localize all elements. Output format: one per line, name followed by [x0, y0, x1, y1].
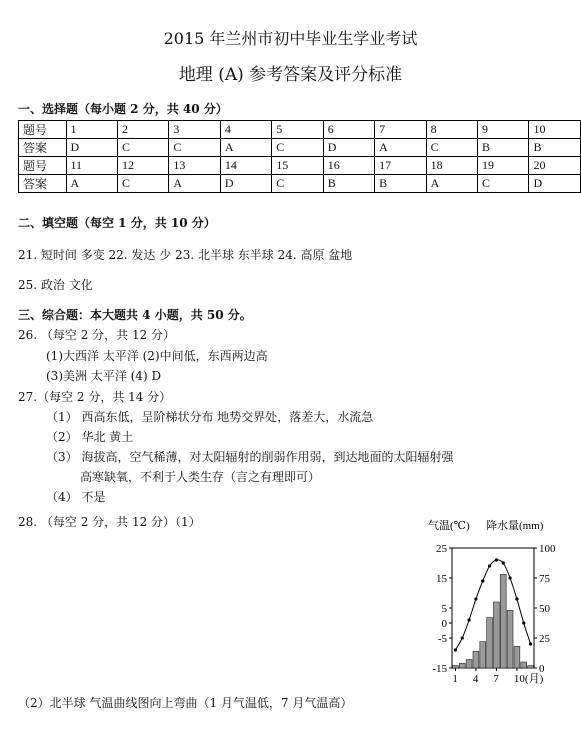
- precipitation-bar: [487, 618, 493, 668]
- q21-24-answers: 21. 短时间 多变 22. 发达 少 23. 北半球 东半球 24. 高原 盆地: [18, 248, 353, 262]
- temperature-point: [502, 561, 505, 564]
- x-tick-label: 4: [472, 673, 479, 685]
- climate-chart-svg: [424, 515, 574, 695]
- table-cell: 8: [426, 121, 477, 139]
- left-tick-label: 0: [441, 618, 447, 630]
- table-row: [19, 121, 581, 139]
- table-cell: 9: [478, 121, 529, 139]
- table-cell: D: [529, 175, 581, 193]
- precipitation-bars: [453, 574, 534, 668]
- x-tick-label: 1: [452, 673, 458, 685]
- q28-line2: （2）北半球 气温曲线图向上弯曲（1 月气温低，7 月气温高）: [18, 696, 353, 710]
- table-cell: 20: [529, 157, 581, 175]
- q28-heading: 28. （每空 2 分，共 12 分）（1）: [18, 515, 201, 529]
- table-cell: 14: [220, 157, 271, 175]
- x-tick-label: 10(月): [513, 673, 544, 685]
- table-cell: 17: [375, 157, 426, 175]
- q27-line2: （2） 华北 黄土: [46, 430, 134, 444]
- temperature-point: [529, 642, 532, 645]
- table-cell: C: [478, 175, 529, 193]
- table-cell: 18: [426, 157, 477, 175]
- section1-heading: 一、选择题（每小题 2 分，共 40 分）: [18, 102, 228, 116]
- table-cell: C: [272, 175, 323, 193]
- q27-line1: （1） 西高东低，呈阶梯状分布 地势交界处，落差大，水流急: [46, 410, 374, 424]
- table-cell: C: [169, 139, 220, 157]
- table-cell: 3: [169, 121, 220, 139]
- table-cell: C: [117, 139, 168, 157]
- table-cell: D: [323, 139, 374, 157]
- precipitation-bar: [459, 663, 465, 668]
- table-cell: 4: [220, 121, 271, 139]
- table-cell: 13: [169, 157, 220, 175]
- table-cell: 题号: [19, 121, 67, 139]
- q27-heading: 27.（每空 2 分，共 14 分）: [18, 390, 172, 404]
- table-cell: 12: [117, 157, 168, 175]
- q26-line1: (1)大西洋 太平洋 (2)中间低，东西两边高: [46, 349, 268, 363]
- temperature-point: [474, 597, 477, 600]
- table-cell: 15: [272, 157, 323, 175]
- section3-heading: 三、综合题：本大题共 4 小题，共 50 分。: [18, 308, 252, 322]
- right-tick-label: 100: [539, 543, 556, 555]
- right-tick-label: 0: [539, 663, 545, 675]
- precipitation-bar: [494, 602, 500, 668]
- left-tick-label: 5: [441, 603, 447, 615]
- q27-line3-cont: 高寒缺氧，不利于人类生存（言之有理即可）: [80, 470, 321, 484]
- table-cell: B: [529, 139, 581, 157]
- table-cell: B: [478, 139, 529, 157]
- left-tick-label: -15: [432, 663, 447, 675]
- temperature-point: [488, 564, 491, 567]
- table-cell: 2: [117, 121, 168, 139]
- table-cell: A: [220, 139, 271, 157]
- table-cell: 7: [375, 121, 426, 139]
- temperature-point: [495, 558, 498, 561]
- temperature-point: [454, 648, 457, 651]
- precipitation-bar: [453, 666, 459, 668]
- right-tick-label: 75: [539, 573, 550, 585]
- table-cell: A: [169, 175, 220, 193]
- q26-heading: 26. （每空 2 分，共 12 分）: [18, 328, 176, 342]
- table-cell: A: [375, 139, 426, 157]
- left-tick-label: 25: [436, 543, 447, 555]
- left-tick-label: -5: [437, 633, 447, 645]
- precipitation-bar: [521, 662, 527, 668]
- left-tick-label: 15: [436, 573, 447, 585]
- q26-line2: (3)美洲 太平洋 (4) D: [46, 369, 162, 383]
- temperature-point: [461, 636, 464, 639]
- table-row: [19, 175, 581, 193]
- table-cell: A: [426, 175, 477, 193]
- table-row: [19, 157, 581, 175]
- temperature-curve: [455, 560, 530, 650]
- right-tick-label: 25: [539, 633, 550, 645]
- table-cell: B: [323, 175, 374, 193]
- section2-heading: 二、填空题（每空 1 分，共 10 分）: [18, 216, 216, 230]
- climate-chart: [424, 515, 574, 695]
- table-cell: C: [272, 139, 323, 157]
- temperature-point: [522, 621, 525, 624]
- table-cell: 11: [66, 157, 117, 175]
- precipitation-bar: [507, 610, 513, 668]
- table-cell: 10: [529, 121, 581, 139]
- answer-table: [18, 120, 581, 193]
- temperature-point: [467, 618, 470, 621]
- chart-frame: [452, 548, 534, 668]
- precipitation-bar: [466, 660, 472, 668]
- table-cell: 5: [272, 121, 323, 139]
- table-cell: D: [66, 139, 117, 157]
- table-cell: 答案: [19, 139, 67, 157]
- table-cell: C: [426, 139, 477, 157]
- chart-ylabel-left: 气温(℃): [428, 520, 470, 532]
- right-tick-label: 50: [539, 603, 550, 615]
- table-cell: A: [66, 175, 117, 193]
- table-cell: D: [220, 175, 271, 193]
- temperature-point: [481, 579, 484, 582]
- temperature-point: [515, 597, 518, 600]
- table-cell: 题号: [19, 157, 67, 175]
- table-cell: 答案: [19, 175, 67, 193]
- temperature-point: [508, 576, 511, 579]
- table-cell: 16: [323, 157, 374, 175]
- x-tick-label: 7: [493, 673, 499, 685]
- page-subtitle: 地理 (A) 参考答案及评分标准: [178, 65, 403, 85]
- chart-axes: [452, 548, 534, 668]
- precipitation-bar: [500, 574, 506, 668]
- q27-line3: （3） 海拔高，空气稀薄，对太阳辐射的削弱作用弱，到达地面的太阳辐射强: [46, 450, 454, 464]
- q27-line4: （4） 不是: [46, 490, 106, 504]
- precipitation-bar: [480, 642, 486, 668]
- table-row: [19, 139, 581, 157]
- precipitation-bar: [473, 651, 479, 668]
- chart-ylabel-right: 降水量(mm): [486, 520, 544, 532]
- q25-answers: 25. 政治 文化: [18, 278, 93, 292]
- table-cell: 6: [323, 121, 374, 139]
- table-cell: B: [375, 175, 426, 193]
- precipitation-bar: [514, 646, 520, 668]
- precipitation-bar: [528, 666, 534, 668]
- table-cell: C: [117, 175, 168, 193]
- table-cell: 1: [66, 121, 117, 139]
- table-cell: 19: [478, 157, 529, 175]
- page-title: 2015 年兰州市初中毕业生学业考试: [163, 29, 418, 48]
- temperature-line: [454, 558, 532, 651]
